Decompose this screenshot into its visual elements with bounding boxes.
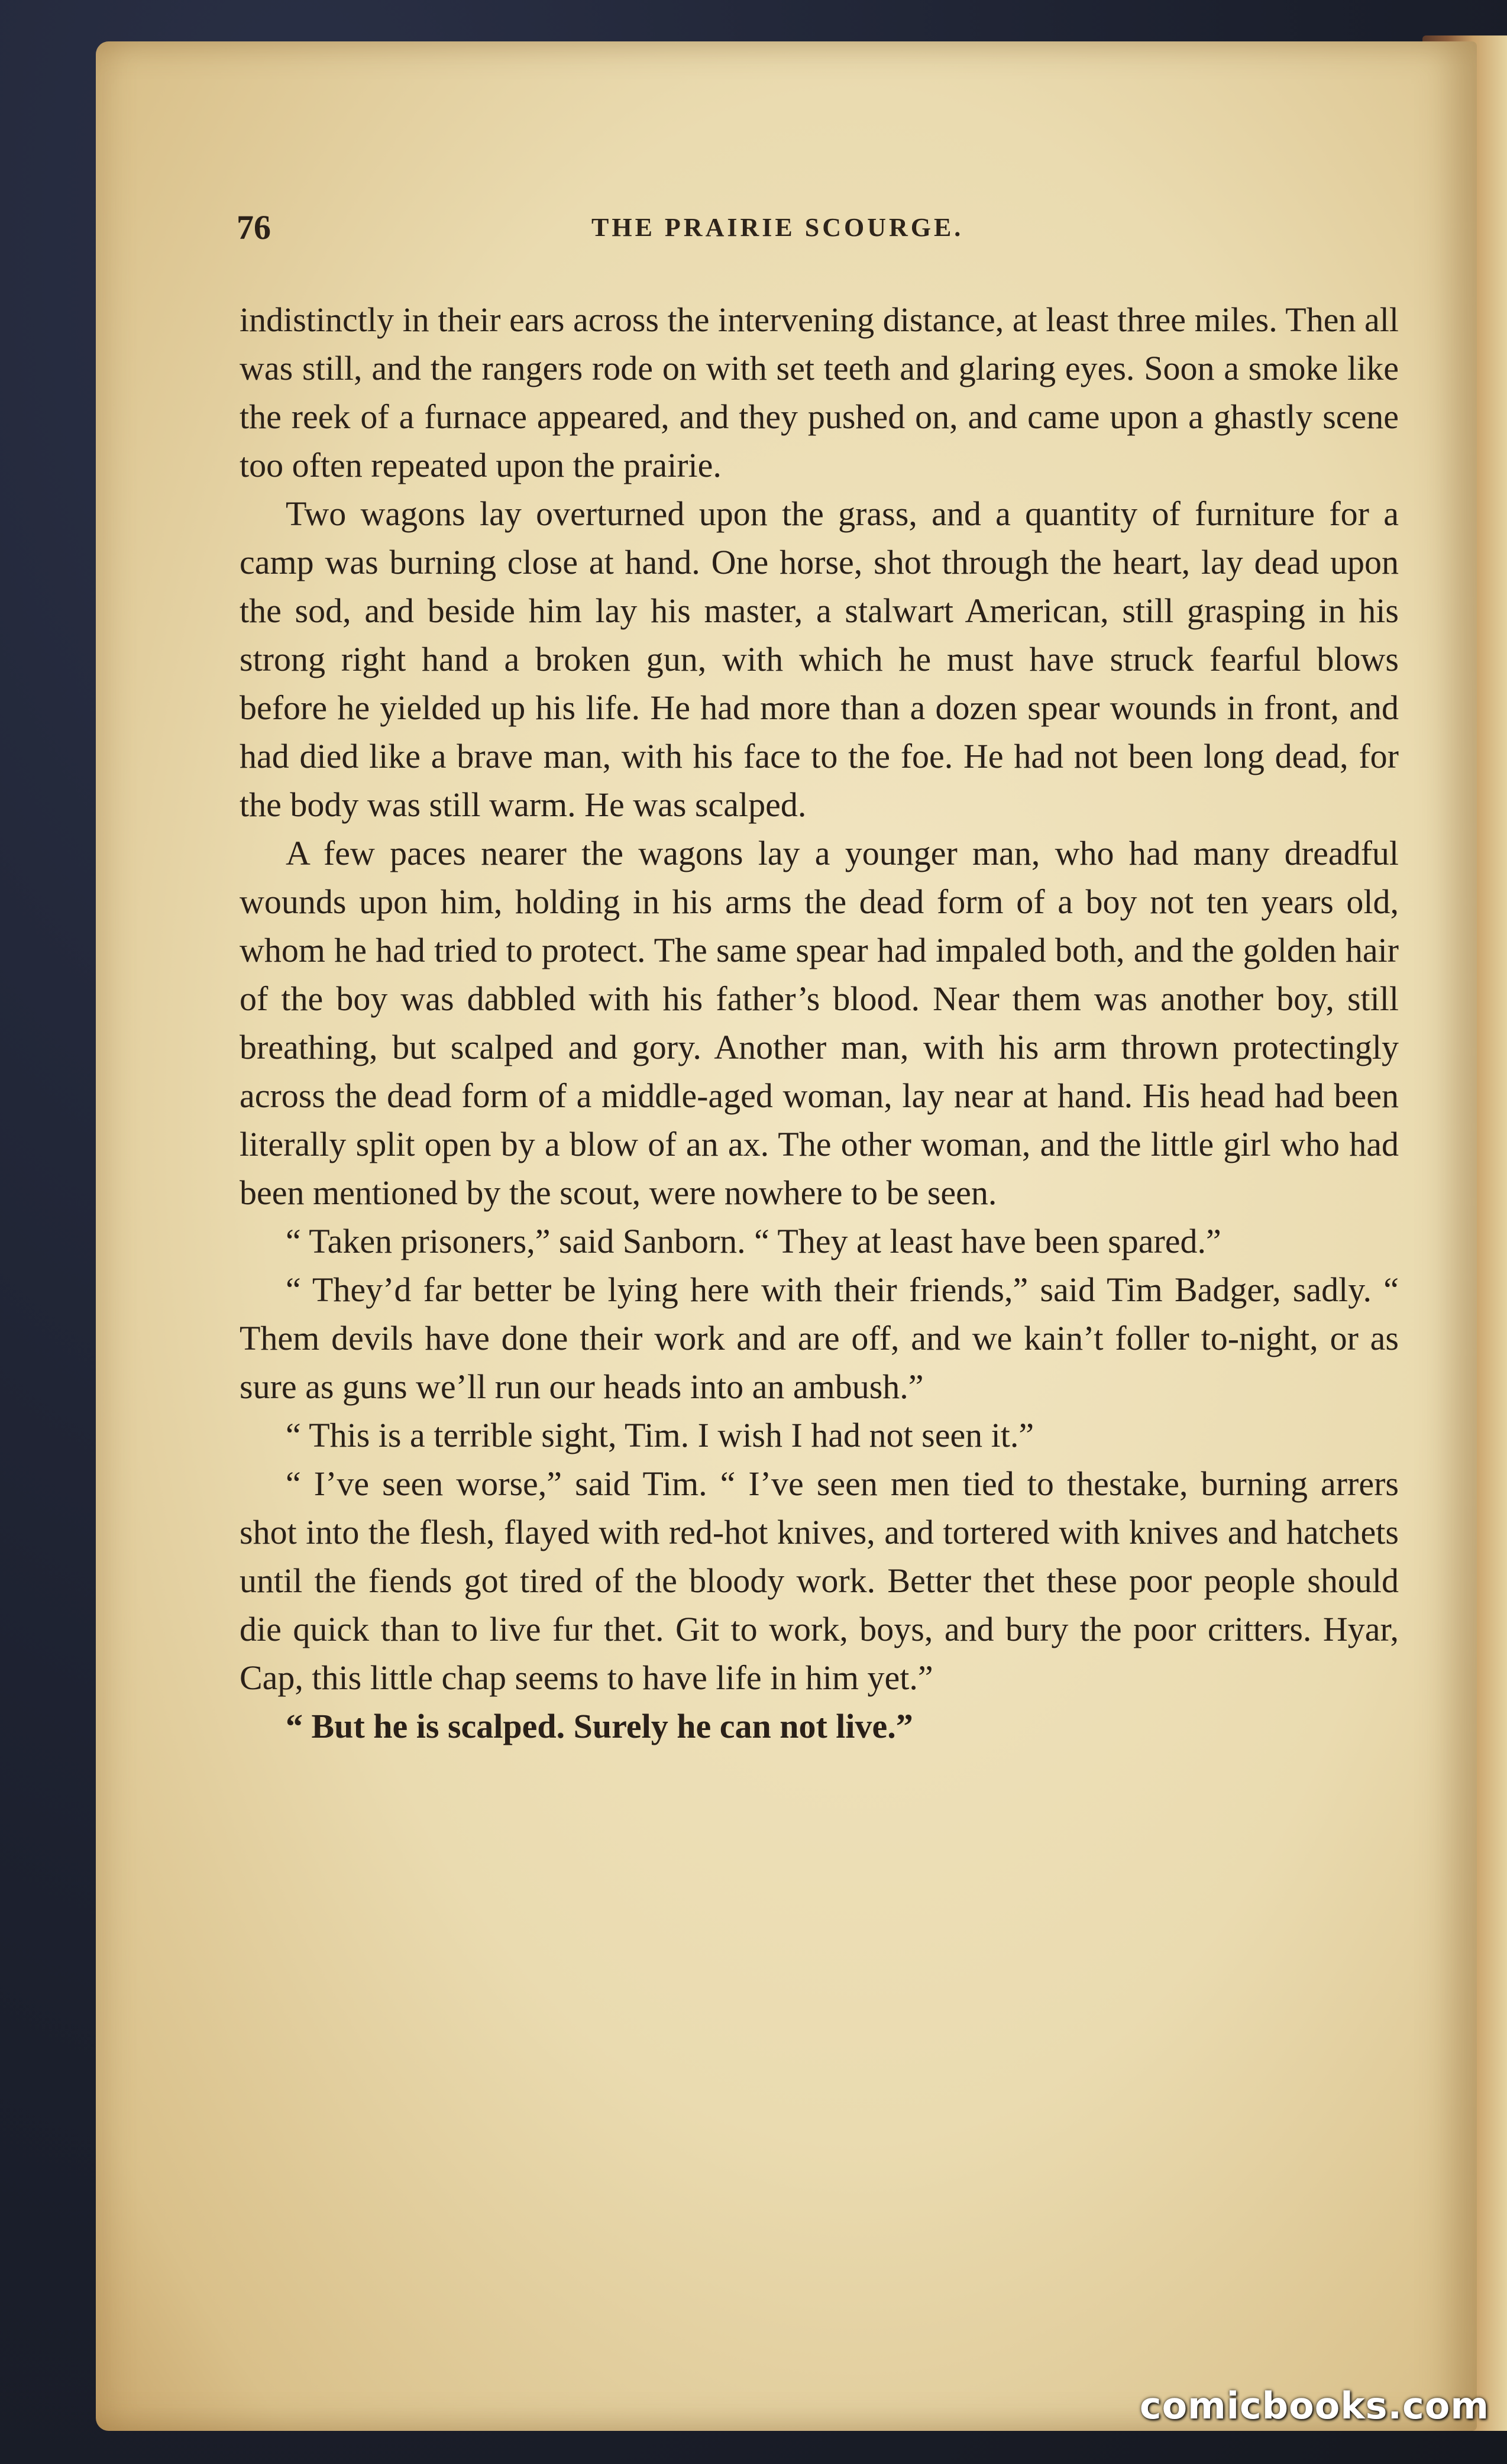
site-watermark: comicbooks.com <box>1139 2384 1489 2427</box>
running-head: THE PRAIRIE SCOURGE. <box>591 213 964 242</box>
paragraph: Two wagons lay overturned upon the grass, and a quantity of furniture for a camp was burning close at hand. One horse, shot through the heart, lay dead upon the sod, and beside him lay his master, a stalwart American, still grasping in his strong right hand a broken gun, with which he must have struck fearful blows before he yielded up his life. He had more than a dozen spear wounds in front, and had died like a brave man, with his face to the foe. He had not been long dead, for the body was still warm. He was scalped. <box>240 494 1399 824</box>
paragraph: “ This is a terrible sight, Tim. I wish I had not seen it.” <box>286 1416 1034 1454</box>
paragraph: indistinctly in their ears across the intervening distance, at least three miles. Then all was still, and the rangers rode on with set teeth and glaring eyes. Soon a smoke like the reek of a furnace appeared, and they pushed on, and came upon a ghastly scene too often repeated upon the prairie. <box>240 300 1399 484</box>
paragraph: “ Taken prisoners,” said Sanborn. “ They at least have been spared.” <box>286 1222 1221 1260</box>
page-number: 76 <box>237 208 271 247</box>
paragraph: “ I’ve seen worse,” said Tim. “ I’ve seen men tied to thestake, burning arrers shot into the flesh, flayed with red-hot knives, and tortered with knives and hatchets until the fiends got tired of the bloody work. Better thet these poor people should die quick than to live fur thet. Git to work, boys, and bury the poor critters. Hyar, Cap, this little chap seems to have life in him yet.” <box>240 1464 1399 1697</box>
page-header <box>237 204 1419 251</box>
paragraph: “ They’d far better be lying here with their friends,” said Tim Badger, sadly. “ Them devils have done their work and are off, and we kain’t foller to-night, or as sure as guns we’ll run our heads into an ambush.” <box>240 1270 1399 1406</box>
paragraph: “ But he is scalped. Surely he can not live.” <box>286 1707 913 1745</box>
page-body-text <box>240 296 1399 1751</box>
paragraph: A few paces nearer the wagons lay a younger man, who had many dreadful wounds upon him, holding in his arms the dead form of a boy not ten years old, whom he had tried to protect. The same spear had impaled both, and the golden hair of the boy was dabbled with his father’s blood. Near them was another boy, still breathing, but scalped and gory. Another man, with his arm thrown protectingly across the dead form of a middle-aged woman, lay near at hand. His head had been literally split open by a blow of an ax. The other woman, and the little girl who had been mentioned by the scout, were nowhere to be seen. <box>240 834 1399 1212</box>
